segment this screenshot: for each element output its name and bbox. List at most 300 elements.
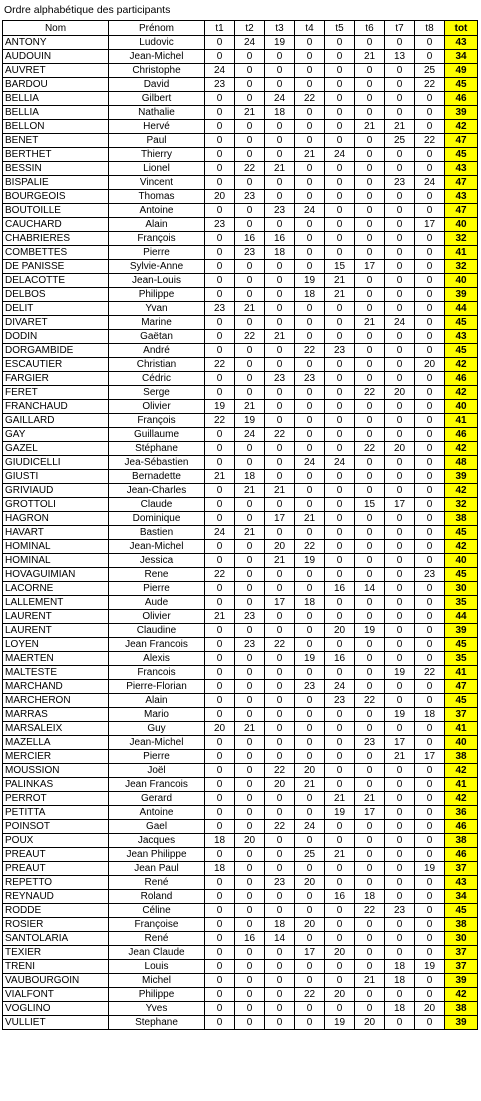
cell-score-t5[interactable]: 20 (325, 988, 355, 1002)
cell-score-t7[interactable]: 0 (385, 218, 415, 232)
cell-score-t5[interactable]: 0 (325, 750, 355, 764)
cell-score-t4[interactable]: 0 (295, 134, 325, 148)
cell-score-t1[interactable]: 20 (205, 722, 235, 736)
cell-score-t5[interactable]: 0 (325, 862, 355, 876)
cell-score-t5[interactable]: 0 (325, 246, 355, 260)
cell-score-t3[interactable]: 0 (265, 848, 295, 862)
cell-score-t6[interactable]: 0 (355, 512, 385, 526)
cell-score-t3[interactable]: 0 (265, 708, 295, 722)
cell-score-t6[interactable]: 0 (355, 526, 385, 540)
cell-score-t5[interactable]: 0 (325, 666, 355, 680)
cell-score-t2[interactable]: 0 (235, 554, 265, 568)
cell-score-t4[interactable]: 22 (295, 92, 325, 106)
cell-prenom[interactable]: Francois (109, 666, 205, 680)
cell-score-t5[interactable]: 0 (325, 232, 355, 246)
cell-score-t2[interactable]: 0 (235, 316, 265, 330)
cell-score-t5[interactable]: 0 (325, 610, 355, 624)
cell-score-t8[interactable]: 0 (415, 946, 445, 960)
cell-nom[interactable]: TEXIER (3, 946, 109, 960)
cell-score-t7[interactable]: 0 (385, 1016, 415, 1030)
cell-total[interactable]: 45 (445, 638, 478, 652)
cell-score-t3[interactable]: 24 (265, 92, 295, 106)
cell-score-t3[interactable]: 0 (265, 652, 295, 666)
cell-total[interactable]: 40 (445, 274, 478, 288)
cell-score-t6[interactable]: 20 (355, 1016, 385, 1030)
cell-nom[interactable]: HOVAGUIMIAN (3, 568, 109, 582)
cell-score-t2[interactable]: 0 (235, 1016, 265, 1030)
cell-nom[interactable]: HAVART (3, 526, 109, 540)
cell-score-t6[interactable]: 0 (355, 204, 385, 218)
cell-nom[interactable]: DELBOS (3, 288, 109, 302)
cell-score-t1[interactable]: 0 (205, 442, 235, 456)
cell-score-t8[interactable]: 0 (415, 316, 445, 330)
cell-score-t7[interactable]: 0 (385, 358, 415, 372)
cell-score-t8[interactable]: 17 (415, 750, 445, 764)
cell-nom[interactable]: RODDE (3, 904, 109, 918)
cell-nom[interactable]: ROSIER (3, 918, 109, 932)
cell-score-t7[interactable]: 0 (385, 568, 415, 582)
cell-score-t6[interactable]: 18 (355, 890, 385, 904)
cell-score-t3[interactable]: 0 (265, 680, 295, 694)
cell-score-t1[interactable]: 0 (205, 512, 235, 526)
cell-total[interactable]: 45 (445, 78, 478, 92)
cell-score-t5[interactable]: 0 (325, 190, 355, 204)
cell-score-t6[interactable]: 0 (355, 288, 385, 302)
cell-score-t5[interactable]: 24 (325, 680, 355, 694)
cell-prenom[interactable]: Jean-Michel (109, 736, 205, 750)
cell-score-t6[interactable]: 0 (355, 750, 385, 764)
cell-score-t8[interactable]: 0 (415, 918, 445, 932)
cell-score-t3[interactable]: 21 (265, 484, 295, 498)
cell-score-t8[interactable]: 0 (415, 498, 445, 512)
cell-nom[interactable]: MARCHERON (3, 694, 109, 708)
cell-nom[interactable]: AUVRET (3, 64, 109, 78)
cell-nom[interactable]: DIVARET (3, 316, 109, 330)
cell-score-t2[interactable]: 0 (235, 582, 265, 596)
cell-prenom[interactable]: Olivier (109, 400, 205, 414)
cell-nom[interactable]: DODIN (3, 330, 109, 344)
cell-score-t2[interactable]: 0 (235, 862, 265, 876)
cell-score-t7[interactable]: 0 (385, 554, 415, 568)
cell-score-t7[interactable]: 21 (385, 750, 415, 764)
cell-prenom[interactable]: Thomas (109, 190, 205, 204)
cell-score-t5[interactable]: 0 (325, 722, 355, 736)
cell-score-t2[interactable]: 0 (235, 806, 265, 820)
cell-prenom[interactable]: Alexis (109, 652, 205, 666)
cell-score-t5[interactable]: 0 (325, 764, 355, 778)
cell-score-t2[interactable]: 0 (235, 820, 265, 834)
cell-total[interactable]: 37 (445, 960, 478, 974)
cell-score-t4[interactable]: 22 (295, 988, 325, 1002)
cell-score-t8[interactable]: 0 (415, 386, 445, 400)
cell-score-t5[interactable]: 0 (325, 414, 355, 428)
cell-score-t7[interactable]: 0 (385, 596, 415, 610)
cell-score-t5[interactable]: 0 (325, 876, 355, 890)
cell-score-t4[interactable]: 0 (295, 386, 325, 400)
cell-score-t4[interactable]: 0 (295, 834, 325, 848)
cell-score-t1[interactable]: 0 (205, 666, 235, 680)
cell-score-t6[interactable]: 22 (355, 694, 385, 708)
cell-score-t2[interactable]: 0 (235, 666, 265, 680)
cell-score-t5[interactable]: 0 (325, 526, 355, 540)
cell-prenom[interactable]: Jean-Michel (109, 50, 205, 64)
cell-prenom[interactable]: Rene (109, 568, 205, 582)
cell-score-t5[interactable]: 0 (325, 302, 355, 316)
cell-score-t7[interactable]: 0 (385, 694, 415, 708)
cell-nom[interactable]: LOYEN (3, 638, 109, 652)
cell-score-t1[interactable]: 0 (205, 554, 235, 568)
cell-score-t1[interactable]: 21 (205, 470, 235, 484)
cell-score-t2[interactable]: 21 (235, 484, 265, 498)
cell-score-t5[interactable]: 0 (325, 78, 355, 92)
cell-score-t2[interactable]: 22 (235, 330, 265, 344)
cell-score-t5[interactable]: 16 (325, 652, 355, 666)
cell-score-t7[interactable]: 0 (385, 834, 415, 848)
cell-score-t4[interactable]: 18 (295, 288, 325, 302)
cell-score-t6[interactable]: 0 (355, 148, 385, 162)
cell-score-t1[interactable]: 0 (205, 260, 235, 274)
cell-score-t5[interactable]: 24 (325, 148, 355, 162)
cell-score-t6[interactable]: 17 (355, 806, 385, 820)
cell-nom[interactable]: MAERTEN (3, 652, 109, 666)
cell-prenom[interactable]: Jean Claude (109, 946, 205, 960)
cell-score-t3[interactable]: 0 (265, 582, 295, 596)
cell-score-t8[interactable]: 0 (415, 260, 445, 274)
cell-score-t7[interactable]: 0 (385, 806, 415, 820)
cell-score-t1[interactable]: 0 (205, 484, 235, 498)
cell-prenom[interactable]: Michel (109, 974, 205, 988)
cell-score-t2[interactable]: 0 (235, 274, 265, 288)
cell-total[interactable]: 35 (445, 652, 478, 666)
cell-nom[interactable]: GAILLARD (3, 414, 109, 428)
cell-score-t8[interactable]: 17 (415, 218, 445, 232)
cell-score-t3[interactable]: 0 (265, 358, 295, 372)
cell-prenom[interactable]: Hervé (109, 120, 205, 134)
cell-score-t6[interactable]: 0 (355, 190, 385, 204)
cell-score-t7[interactable]: 0 (385, 526, 415, 540)
cell-score-t2[interactable]: 21 (235, 722, 265, 736)
cell-score-t5[interactable]: 23 (325, 694, 355, 708)
cell-nom[interactable]: GIUSTI (3, 470, 109, 484)
cell-total[interactable]: 43 (445, 876, 478, 890)
cell-total[interactable]: 39 (445, 974, 478, 988)
cell-prenom[interactable]: Thierry (109, 148, 205, 162)
cell-score-t7[interactable]: 0 (385, 372, 415, 386)
cell-score-t6[interactable]: 0 (355, 708, 385, 722)
cell-score-t5[interactable]: 0 (325, 932, 355, 946)
cell-score-t3[interactable]: 0 (265, 722, 295, 736)
cell-score-t3[interactable]: 0 (265, 526, 295, 540)
cell-score-t6[interactable]: 0 (355, 932, 385, 946)
cell-score-t7[interactable]: 0 (385, 274, 415, 288)
cell-score-t2[interactable]: 0 (235, 148, 265, 162)
cell-score-t5[interactable]: 0 (325, 386, 355, 400)
cell-score-t1[interactable]: 0 (205, 974, 235, 988)
cell-total[interactable]: 39 (445, 288, 478, 302)
cell-score-t3[interactable]: 0 (265, 190, 295, 204)
cell-prenom[interactable]: Jean-Michel (109, 540, 205, 554)
cell-score-t8[interactable]: 22 (415, 666, 445, 680)
cell-score-t4[interactable]: 0 (295, 960, 325, 974)
cell-score-t5[interactable]: 0 (325, 372, 355, 386)
cell-prenom[interactable]: Céline (109, 904, 205, 918)
cell-score-t2[interactable]: 0 (235, 1002, 265, 1016)
cell-score-t3[interactable]: 0 (265, 386, 295, 400)
cell-total[interactable]: 40 (445, 218, 478, 232)
cell-score-t3[interactable]: 0 (265, 904, 295, 918)
cell-score-t8[interactable]: 22 (415, 78, 445, 92)
cell-score-t1[interactable]: 0 (205, 806, 235, 820)
cell-score-t2[interactable]: 0 (235, 92, 265, 106)
cell-score-t6[interactable]: 0 (355, 596, 385, 610)
cell-score-t5[interactable]: 0 (325, 92, 355, 106)
cell-score-t5[interactable]: 15 (325, 260, 355, 274)
cell-nom[interactable]: PREAUT (3, 848, 109, 862)
cell-score-t3[interactable]: 0 (265, 974, 295, 988)
cell-score-t5[interactable]: 0 (325, 820, 355, 834)
cell-total[interactable]: 42 (445, 484, 478, 498)
cell-score-t3[interactable]: 0 (265, 750, 295, 764)
cell-nom[interactable]: PETITTA (3, 806, 109, 820)
cell-prenom[interactable]: Christian (109, 358, 205, 372)
cell-score-t7[interactable]: 0 (385, 652, 415, 666)
cell-score-t3[interactable]: 20 (265, 540, 295, 554)
cell-score-t7[interactable]: 19 (385, 708, 415, 722)
cell-score-t5[interactable]: 0 (325, 316, 355, 330)
cell-score-t8[interactable]: 0 (415, 246, 445, 260)
cell-score-t6[interactable]: 0 (355, 176, 385, 190)
cell-score-t6[interactable]: 0 (355, 302, 385, 316)
cell-score-t2[interactable]: 0 (235, 904, 265, 918)
cell-score-t1[interactable]: 0 (205, 652, 235, 666)
cell-score-t3[interactable]: 0 (265, 862, 295, 876)
cell-score-t8[interactable]: 0 (415, 806, 445, 820)
cell-score-t7[interactable]: 0 (385, 484, 415, 498)
cell-nom[interactable]: DORGAMBIDE (3, 344, 109, 358)
cell-score-t6[interactable]: 0 (355, 960, 385, 974)
cell-score-t3[interactable]: 0 (265, 218, 295, 232)
cell-score-t8[interactable]: 0 (415, 596, 445, 610)
cell-score-t1[interactable]: 0 (205, 120, 235, 134)
cell-score-t7[interactable]: 0 (385, 792, 415, 806)
cell-score-t2[interactable]: 24 (235, 428, 265, 442)
cell-score-t5[interactable]: 0 (325, 442, 355, 456)
cell-score-t1[interactable]: 20 (205, 190, 235, 204)
cell-score-t6[interactable]: 0 (355, 414, 385, 428)
cell-score-t8[interactable]: 0 (415, 848, 445, 862)
cell-score-t4[interactable]: 0 (295, 806, 325, 820)
cell-prenom[interactable]: Pierre (109, 246, 205, 260)
cell-score-t4[interactable]: 0 (295, 470, 325, 484)
cell-score-t3[interactable]: 21 (265, 554, 295, 568)
cell-score-t4[interactable]: 25 (295, 848, 325, 862)
cell-nom[interactable]: CAUCHARD (3, 218, 109, 232)
cell-score-t3[interactable]: 21 (265, 162, 295, 176)
cell-score-t1[interactable]: 0 (205, 694, 235, 708)
cell-score-t7[interactable]: 0 (385, 764, 415, 778)
cell-score-t6[interactable]: 0 (355, 918, 385, 932)
cell-score-t6[interactable]: 0 (355, 134, 385, 148)
cell-score-t6[interactable]: 0 (355, 36, 385, 50)
cell-score-t6[interactable]: 0 (355, 876, 385, 890)
cell-score-t7[interactable]: 0 (385, 414, 415, 428)
cell-score-t3[interactable]: 16 (265, 232, 295, 246)
cell-score-t1[interactable]: 24 (205, 64, 235, 78)
cell-score-t5[interactable]: 24 (325, 456, 355, 470)
cell-score-t7[interactable]: 0 (385, 512, 415, 526)
cell-score-t1[interactable]: 0 (205, 778, 235, 792)
cell-total[interactable]: 45 (445, 694, 478, 708)
cell-nom[interactable]: VIALFONT (3, 988, 109, 1002)
cell-score-t4[interactable]: 0 (295, 64, 325, 78)
cell-score-t4[interactable]: 24 (295, 820, 325, 834)
cell-score-t4[interactable]: 0 (295, 218, 325, 232)
cell-prenom[interactable]: Jean-Charles (109, 484, 205, 498)
cell-score-t6[interactable]: 0 (355, 470, 385, 484)
cell-total[interactable]: 32 (445, 498, 478, 512)
cell-score-t6[interactable]: 22 (355, 904, 385, 918)
cell-score-t4[interactable]: 0 (295, 1002, 325, 1016)
cell-score-t1[interactable]: 0 (205, 372, 235, 386)
cell-prenom[interactable]: Pierre (109, 750, 205, 764)
cell-score-t2[interactable]: 0 (235, 372, 265, 386)
cell-score-t7[interactable]: 0 (385, 288, 415, 302)
cell-score-t1[interactable]: 0 (205, 918, 235, 932)
cell-total[interactable]: 40 (445, 736, 478, 750)
cell-score-t7[interactable]: 0 (385, 638, 415, 652)
cell-score-t8[interactable]: 0 (415, 582, 445, 596)
cell-score-t8[interactable]: 0 (415, 834, 445, 848)
cell-nom[interactable]: GAZEL (3, 442, 109, 456)
cell-score-t6[interactable]: 0 (355, 680, 385, 694)
cell-total[interactable]: 43 (445, 162, 478, 176)
cell-score-t1[interactable]: 0 (205, 764, 235, 778)
cell-score-t4[interactable]: 23 (295, 372, 325, 386)
cell-score-t7[interactable]: 0 (385, 232, 415, 246)
cell-score-t6[interactable]: 0 (355, 554, 385, 568)
cell-score-t3[interactable]: 0 (265, 414, 295, 428)
cell-score-t5[interactable]: 0 (325, 358, 355, 372)
cell-score-t2[interactable]: 16 (235, 932, 265, 946)
cell-score-t6[interactable]: 0 (355, 1002, 385, 1016)
cell-score-t7[interactable]: 0 (385, 190, 415, 204)
cell-score-t4[interactable]: 0 (295, 400, 325, 414)
cell-score-t3[interactable]: 0 (265, 456, 295, 470)
cell-score-t2[interactable]: 0 (235, 988, 265, 1002)
cell-score-t3[interactable]: 0 (265, 694, 295, 708)
cell-score-t7[interactable]: 0 (385, 92, 415, 106)
cell-total[interactable]: 38 (445, 1002, 478, 1016)
cell-nom[interactable]: BENET (3, 134, 109, 148)
cell-total[interactable]: 42 (445, 120, 478, 134)
cell-prenom[interactable]: Cédric (109, 372, 205, 386)
cell-total[interactable]: 45 (445, 316, 478, 330)
cell-score-t2[interactable]: 0 (235, 78, 265, 92)
cell-score-t3[interactable]: 0 (265, 470, 295, 484)
cell-score-t6[interactable]: 0 (355, 946, 385, 960)
cell-score-t8[interactable]: 0 (415, 722, 445, 736)
cell-score-t8[interactable]: 0 (415, 736, 445, 750)
cell-score-t4[interactable]: 0 (295, 260, 325, 274)
cell-score-t2[interactable]: 23 (235, 246, 265, 260)
cell-score-t5[interactable]: 0 (325, 918, 355, 932)
cell-score-t7[interactable]: 0 (385, 890, 415, 904)
cell-score-t8[interactable]: 0 (415, 400, 445, 414)
cell-score-t4[interactable]: 0 (295, 36, 325, 50)
cell-score-t2[interactable]: 0 (235, 456, 265, 470)
cell-total[interactable]: 47 (445, 204, 478, 218)
cell-prenom[interactable]: Bastien (109, 526, 205, 540)
cell-score-t4[interactable]: 0 (295, 498, 325, 512)
cell-score-t7[interactable]: 18 (385, 960, 415, 974)
cell-score-t1[interactable]: 0 (205, 36, 235, 50)
cell-score-t7[interactable]: 0 (385, 862, 415, 876)
cell-score-t7[interactable]: 0 (385, 162, 415, 176)
cell-total[interactable]: 42 (445, 764, 478, 778)
cell-score-t6[interactable]: 15 (355, 498, 385, 512)
cell-score-t2[interactable]: 0 (235, 890, 265, 904)
cell-total[interactable]: 46 (445, 820, 478, 834)
cell-score-t7[interactable]: 0 (385, 456, 415, 470)
cell-score-t6[interactable]: 0 (355, 540, 385, 554)
cell-score-t3[interactable]: 18 (265, 918, 295, 932)
cell-score-t5[interactable]: 0 (325, 330, 355, 344)
cell-prenom[interactable]: Stéphane (109, 442, 205, 456)
cell-score-t6[interactable]: 0 (355, 764, 385, 778)
cell-score-t8[interactable]: 0 (415, 820, 445, 834)
cell-score-t6[interactable]: 0 (355, 162, 385, 176)
cell-score-t6[interactable]: 23 (355, 736, 385, 750)
cell-score-t5[interactable]: 0 (325, 428, 355, 442)
cell-score-t3[interactable]: 0 (265, 176, 295, 190)
cell-score-t2[interactable]: 24 (235, 36, 265, 50)
cell-prenom[interactable]: François (109, 232, 205, 246)
cell-score-t3[interactable]: 22 (265, 428, 295, 442)
cell-score-t3[interactable]: 0 (265, 400, 295, 414)
cell-score-t3[interactable]: 0 (265, 666, 295, 680)
cell-score-t6[interactable]: 0 (355, 358, 385, 372)
cell-score-t5[interactable]: 21 (325, 274, 355, 288)
cell-nom[interactable]: MARRAS (3, 708, 109, 722)
cell-prenom[interactable]: Bernadette (109, 470, 205, 484)
cell-nom[interactable]: HAGRON (3, 512, 109, 526)
cell-total[interactable]: 32 (445, 260, 478, 274)
cell-total[interactable]: 47 (445, 680, 478, 694)
cell-prenom[interactable]: Gerard (109, 792, 205, 806)
cell-score-t7[interactable]: 0 (385, 988, 415, 1002)
cell-prenom[interactable]: Serge (109, 386, 205, 400)
cell-score-t8[interactable]: 19 (415, 862, 445, 876)
cell-prenom[interactable]: Joël (109, 764, 205, 778)
cell-score-t5[interactable]: 0 (325, 974, 355, 988)
cell-score-t7[interactable]: 0 (385, 64, 415, 78)
cell-score-t5[interactable]: 0 (325, 64, 355, 78)
cell-score-t1[interactable]: 0 (205, 792, 235, 806)
cell-prenom[interactable]: Jea-Sébastien (109, 456, 205, 470)
cell-score-t8[interactable]: 0 (415, 484, 445, 498)
cell-score-t2[interactable]: 0 (235, 848, 265, 862)
cell-score-t4[interactable]: 0 (295, 862, 325, 876)
cell-score-t1[interactable]: 0 (205, 988, 235, 1002)
cell-score-t1[interactable]: 23 (205, 302, 235, 316)
cell-score-t6[interactable]: 0 (355, 862, 385, 876)
cell-score-t8[interactable]: 0 (415, 932, 445, 946)
cell-total[interactable]: 42 (445, 386, 478, 400)
cell-score-t8[interactable]: 20 (415, 1002, 445, 1016)
cell-score-t8[interactable]: 18 (415, 708, 445, 722)
cell-nom[interactable]: POUX (3, 834, 109, 848)
cell-prenom[interactable]: Jessica (109, 554, 205, 568)
